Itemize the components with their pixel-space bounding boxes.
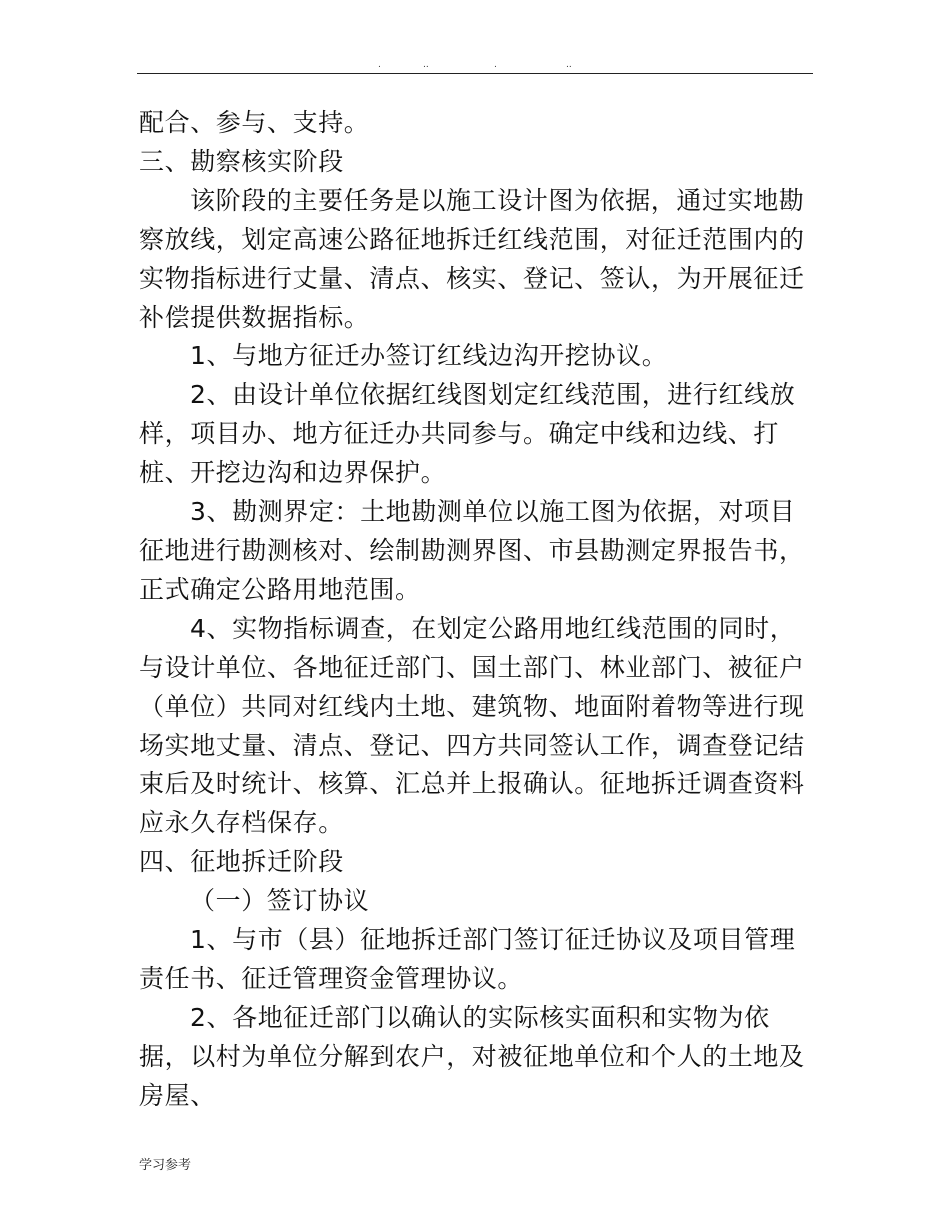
page-footer: 学习参考 <box>139 1158 192 1173</box>
header-rule <box>137 73 813 74</box>
paragraph: 2、由设计单位依据红线图划定红线范围，进行红线放样，项目办、地方征迁办共同参与。确定中线和边线、打桩、开挖边沟和边界保护。 <box>139 380 796 488</box>
document-body <box>139 104 813 1116</box>
header-mark: .. <box>566 60 572 70</box>
section-heading: 三、勘察核实阶段 <box>139 146 344 176</box>
paragraph: 该阶段的主要任务是以施工设计图为依据，通过实地勘察放线，划定高速公路征地拆迁红线范围，对征迁范围内的实物指标进行丈量、清点、核实、登记、签认，为开展征迁补偿提供数据指标。 <box>139 185 805 332</box>
page-header-marks <box>137 58 813 72</box>
paragraph: 4、实物指标调查，在划定公路用地红线范围的同时，与设计单位、各地征迁部门、国土部门、林业部门、被征户（单位）共同对红线内土地、建筑物、地面附着物等进行现场实地丈量、清点、登记、四方共同签认工作，调查登记结束后及时统计、核算、汇总并上报确认。征地拆迁调查资料应永久存档保存。 <box>139 613 805 838</box>
section-heading: 四、征地拆迁阶段 <box>139 847 344 877</box>
header-mark: .. <box>423 60 429 70</box>
paragraph: 2、各地征迁部门以确认的实际核实面积和实物为依据，以村为单位分解到农户，对被征地单位和个人的土地及房屋、 <box>139 1002 805 1110</box>
paragraph: 配合、参与、支持。 <box>139 108 370 137</box>
paragraph: 1、与地方征迁办签订红线边沟开挖协议。 <box>190 341 668 371</box>
header-mark: . <box>378 60 381 70</box>
header-mark: . <box>494 60 497 70</box>
subsection-heading: （一）签订协议 <box>190 886 370 916</box>
paragraph: 3、勘测界定：土地勘测单位以施工图为依据，对项目征地进行勘测核对、绘制勘测界图、市县勘测定界报告书，正式确定公路用地范围。 <box>139 497 805 604</box>
paragraph: 1、与市（县）征地拆迁部门签订征迁协议及项目管理责任书、征迁管理资金管理协议。 <box>139 925 796 993</box>
